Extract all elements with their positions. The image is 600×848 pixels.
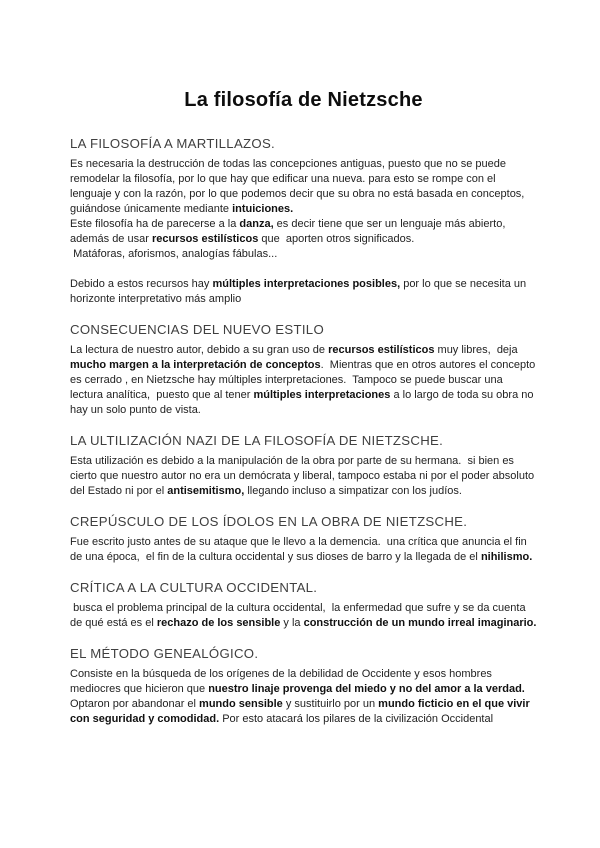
- section-heading: LA ULTILIZACIÓN NAZI DE LA FILOSOFÍA DE NIETZSCHE.: [70, 433, 444, 448]
- paragraph: [70, 277, 537, 307]
- document-section: [70, 322, 537, 418]
- bold-text-run: recursos estilísticos: [328, 344, 435, 356]
- text-run: es decir tiene que ser un lenguaje más abierto, además de usar: [70, 218, 509, 245]
- bold-text-run: mundo ficticio en el que vivir con seguridad y comodidad.: [70, 698, 533, 725]
- bold-text-run: mucho margen a la interpretación de conceptos: [70, 359, 321, 371]
- document-section: [70, 514, 537, 565]
- text-run: Consiste en la búsqueda de los orígenes de la debilidad de Occidente y esos hombres mediocres que hicieron que: [70, 668, 495, 695]
- paragraph: [70, 454, 537, 499]
- document-section: [70, 646, 537, 727]
- section-heading: CONSECUENCIAS DEL NUEVO ESTILO: [70, 322, 324, 337]
- paragraph: [70, 667, 537, 727]
- text-run: por lo que se necesita un horizonte interpretativo más amplio: [70, 278, 530, 305]
- text-run: Optaron por abandonar el: [70, 683, 531, 710]
- bold-text-run: múltiples interpretaciones: [253, 389, 391, 401]
- section-heading: EL MÉTODO GENEALÓGICO.: [70, 646, 259, 661]
- bold-text-run: múltiples interpretaciones posibles,: [212, 278, 401, 290]
- bold-text-run: intuiciones.: [232, 203, 294, 215]
- paragraph: [70, 247, 537, 262]
- text-run: Este filosofía ha de parecerse a la: [70, 218, 240, 230]
- bold-text-run: construcción de un mundo irreal imaginario.: [303, 617, 537, 629]
- bold-text-run: recursos estilísticos: [151, 233, 259, 245]
- document-section: [70, 136, 537, 307]
- bold-text-run: nuestro linaje provenga del miedo y no del amor a la verdad.: [208, 683, 525, 695]
- section-heading: CRÍTICA A LA CULTURA OCCIDENTAL.: [70, 580, 318, 595]
- paragraph: [70, 217, 537, 247]
- bold-text-run: mundo sensible: [199, 698, 283, 710]
- document-body: [70, 136, 537, 727]
- text-run: Matáforas, aforismos, analogías fábulas...: [70, 248, 278, 260]
- text-run: que aporten otros significados.: [258, 233, 415, 245]
- paragraph: [70, 535, 537, 565]
- section-heading: CREPÚSCULO DE LOS ÍDOLOS EN LA OBRA DE NIETZSCHE.: [70, 514, 468, 529]
- text-run: llegando incluso a simpatizar con los judíos.: [244, 485, 462, 497]
- text-run: Debido a estos recursos hay: [70, 278, 213, 290]
- text-run: y sustituirlo por un: [282, 698, 379, 710]
- bold-text-run: danza,: [239, 218, 274, 230]
- paragraph: [70, 343, 537, 418]
- document-section: [70, 433, 537, 499]
- text-run: Fue escrito justo antes de su ataque que le llevo a la demencia. una crítica que anuncia el fin de una época, el fin de la cultura occidental y sus dioses de barro y la llegada de el: [70, 536, 530, 563]
- text-run: Es necesaria la destrucción de todas las concepciones antiguas, puesto que no se puede remodelar la filosofía, por lo que hay que edificar una nueva. para esto se rompe con el lenguaje y con la razón, por lo que podemos decir que su obra no está basada en conceptos, guiándose únicamente mediante: [70, 158, 528, 215]
- paragraph: [70, 601, 537, 631]
- document-section: [70, 580, 537, 631]
- section-heading: LA FILOSOFÍA A MARTILLAZOS.: [70, 136, 276, 151]
- paragraph: [70, 157, 537, 217]
- text-run: Por esto atacará los pilares de la civilización Occidental: [219, 713, 494, 725]
- text-run: busca el problema principal de la cultura occidental, la enfermedad que sufre y se da cuenta de qué está es el: [70, 602, 529, 629]
- text-run: La lectura de nuestro autor, debido a su gran uso de: [70, 344, 329, 356]
- text-run: . Mientras que en otros autores el concepto es cerrado , en Nietzsche hay múltiples interpretaciones. Tampoco se puede buscar una lectura analítica, puesto que al tener: [70, 359, 539, 401]
- bold-text-run: rechazo de los sensible: [156, 617, 281, 629]
- text-run: y la: [280, 617, 304, 629]
- text-run: muy libres, deja: [434, 344, 521, 356]
- text-run: a lo largo de toda su obra no hay un solo punto de vista.: [70, 389, 537, 416]
- bold-text-run: antisemitismo,: [167, 485, 245, 497]
- document-title: La filosofía de Nietzsche: [184, 89, 423, 111]
- bold-text-run: nihilismo.: [480, 551, 533, 563]
- text-run: Esta utilización es debido a la manipulación de la obra por parte de su hermana. si bien es cierto que nuestro autor no era un demócrata y liberal, tampoco estaba ni por el poder absoluto del Estado ni por el: [70, 455, 538, 497]
